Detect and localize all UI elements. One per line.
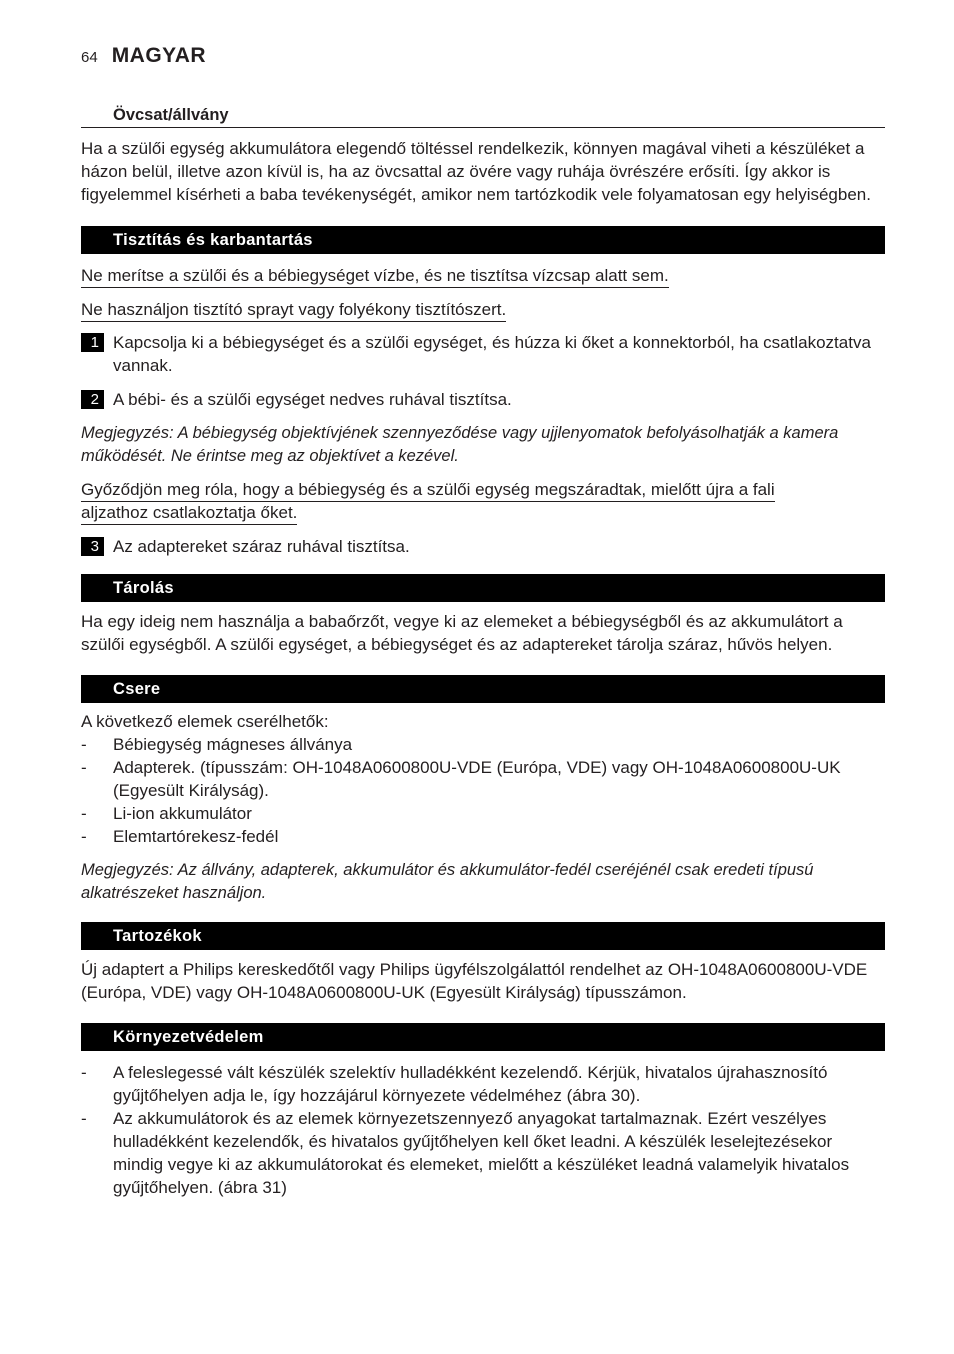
manual-page [81, 44, 885, 1199]
list-item: - Elemtartórekesz-fedél [81, 825, 885, 848]
cleaning-step [81, 535, 885, 558]
storage-section-bar: Tárolás [81, 574, 885, 602]
step-text: A bébi- és a szülői egységet nedves ruhával tisztítsa. [113, 390, 512, 409]
storage-text: Ha egy ideig nem használja a babaőrzőt, vegye ki az elemeket a bébiegységből és az akkumulátort a szülői egységből. A szülői egységet, a bébiegységet és az adaptereket tárolja száraz, hűvös helyen. [81, 612, 843, 654]
list-item-text: Li-ion akkumulátor [113, 804, 252, 823]
replacement-note: Megjegyzés: Az állvány, adapterek, akkumulátor és akkumulátor-fedél cseréjénél csak eredeti típusú alkatrészeket használjon. [81, 861, 814, 902]
step-number: 3 [81, 537, 104, 556]
step-number: 2 [81, 390, 104, 409]
belt-clip-text: Ha a szülői egység akkumulátora elegendő töltéssel rendelkezik, könnyen magával viheti a készüléket a házon belül, illetve azon kívül is, ha az övcsattal az övére vagy ruhája övrészére erősíti. Így akkor is figyelemmel kísérheti a baba tevékenységét, amikor nem tartózkodik vele folyamatosan egy helyiségben. [81, 139, 871, 204]
replacement-intro: A következő elemek cserélhetők: [81, 712, 329, 731]
list-item: - Adapterek. (típusszám: OH-1048A0600800U-VDE (Európa, VDE) vagy OH-1048A0600800U-UK (Egyesült Királyság). [81, 756, 885, 802]
list-item-text: A feleslegessé vált készülék szelektív hulladékként kezelendő. Kérjük, hivatalos újrahasznosító gyűjtőhelyen adja le, így hozzájárul környezete védelméhez (ábra 30). [113, 1063, 828, 1105]
accessories-text: Új adaptert a Philips kereskedőtől vagy Philips ügyfélszolgálattól rendelhet az OH-1048A0600800U-VDE (Európa, VDE) vagy OH-1048A0600800U-UK (Egyesült Királyság) típusszámon. [81, 960, 868, 1002]
step-number: 1 [81, 333, 104, 352]
list-item-text: Adapterek. (típusszám: OH-1048A0600800U-VDE (Európa, VDE) vagy OH-1048A0600800U-UK (Egyesült Királyság). [113, 758, 841, 800]
list-item: - Az akkumulátorok és az elemek környezetszennyező anyagokat tartalmaznak. Ezért veszélyes hulladékként kezelendők, és hivatalos gyűjtőhelyen kell őket leadni. A készülék leselejtezésekor mindig vegye ki az akkumulátorokat és elemeket, mielőtt a készüléket leadná valamelyik hivatalos gyűjtőhelyen. (ábra 31) [81, 1107, 885, 1199]
step-text: Az adaptereket száraz ruhával tisztítsa. [113, 537, 410, 556]
step-text: Kapcsolja ki a bébiegységet és a szülői egységet, és húzza ki őket a konnektorból, ha csatlakoztatva vannak. [113, 333, 871, 375]
cleaning-step [81, 331, 885, 377]
cleaning-note: Megjegyzés: A bébiegység objektívjének szennyeződése vagy ujjlenyomatok befolyásolhatják a kamera működését. Ne érintse meg az objektívet a kezével. [81, 424, 839, 465]
belt-clip-heading: Övcsat/állvány [81, 106, 885, 128]
language-label: MAGYAR [111, 44, 207, 67]
list-item-text: Az akkumulátorok és az elemek környezetszennyező anyagokat tartalmaznak. Ezért veszélyes hulladékként kezelendők, és hivatalos gyűjtőhelyen kell őket leadni. A készülék leselejtezésekor mindig vegye ki az akkumulátorokat és elemeket, mielőtt a készüléket leadná valamelyik hivatalos gyűjtőhelyen. (ábra 31) [113, 1109, 850, 1197]
list-item-text: Bébiegység mágneses állványa [113, 735, 353, 754]
cleaning-warning-spray: Ne használjon tisztító sprayt vagy folyékony tisztítószert. [81, 300, 506, 322]
page-number: 64 [81, 49, 98, 66]
list-item: - Li-ion akkumulátor [81, 802, 885, 825]
list-item-text: Elemtartórekesz-fedél [113, 827, 279, 846]
accessories-section-bar: Tartozékok [81, 922, 885, 950]
cleaning-step [81, 388, 885, 411]
replacement-section-bar: Csere [81, 675, 885, 703]
cleaning-section-bar: Tisztítás és karbantartás [81, 226, 885, 254]
environment-section-bar: Környezetvédelem [81, 1023, 885, 1051]
list-item: - A feleslegessé vált készülék szelektív hulladékként kezelendő. Kérjük, hivatalos újrahasznosító gyűjtőhelyen adja le, így hozzájárul környezete védelméhez (ábra 30). [81, 1061, 885, 1107]
cleaning-warning-water: Ne merítse a szülői és a bébiegységet vízbe, és ne tisztítsa vízcsap alatt sem. [81, 266, 669, 288]
page-header [81, 44, 885, 76]
cleaning-warning-dry: Győződjön meg róla, hogy a bébiegység és a szülői egység megszáradtak, mielőtt újra a fali aljzathoz csatlakoztatja őket. [81, 480, 775, 525]
list-item: - Bébiegység mágneses állványa [81, 733, 885, 756]
